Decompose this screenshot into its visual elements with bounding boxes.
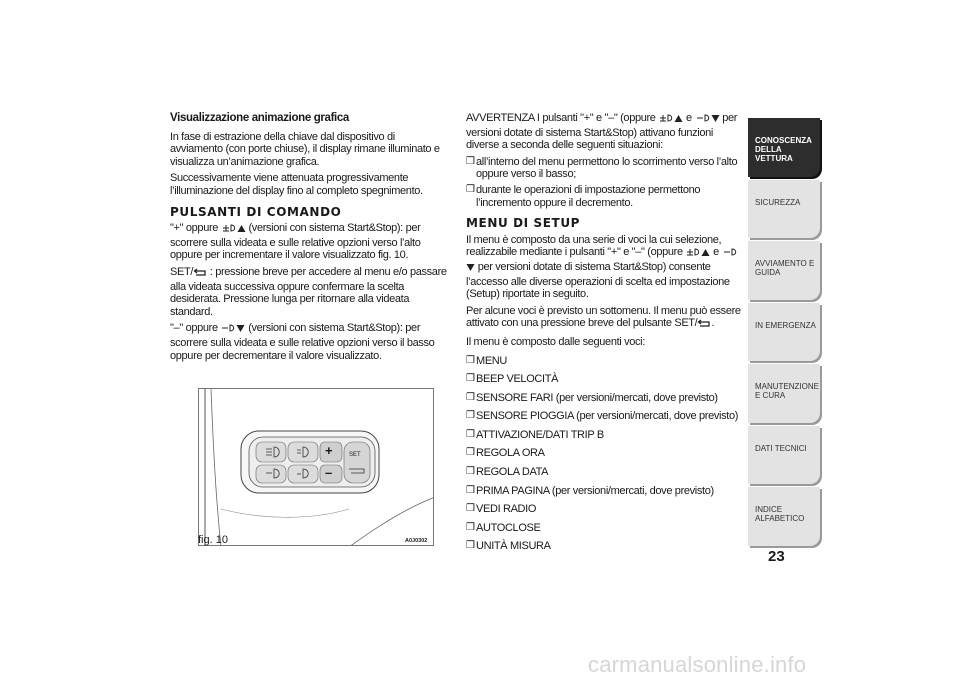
warning-and: e (686, 112, 692, 124)
tab-in-emergenza[interactable]: IN EMERGENZA (748, 303, 820, 362)
arrow-down-icon (466, 263, 475, 276)
bullet-icon: ❒ (466, 354, 475, 366)
section-heading: PULSANTI DI COMANDO (170, 204, 342, 219)
tab-manutenzione-e-cura[interactable]: MANUTENZIONE E CURA (748, 364, 820, 423)
list-item-text: SENSORE PIOGGIA (per versioni/mercati, dove previsto) (476, 410, 739, 423)
list-item (466, 392, 744, 411)
light-plus-icon (685, 247, 701, 261)
control-panel-illustration (199, 389, 434, 546)
return-arrow-icon (697, 319, 711, 332)
intro-and: e (713, 246, 719, 259)
arrow-up-icon (674, 114, 683, 127)
list-item-text: VEDI RADIO (476, 503, 537, 516)
intro-text-b: per versioni dotate di sistema Start&Stop) consente l’accesso alle diverse operazioni di scelta ed impostazione (Setup) riportate in seguito. (466, 260, 730, 301)
plus-button-label: + (325, 443, 333, 458)
submenu-end: . (711, 317, 715, 330)
list-item (466, 373, 744, 392)
bullet-icon: ❒ (466, 428, 475, 440)
paragraph: In fase di estrazione della chiave dal dispositivo di avviamento (con porte chiuse), il display rimane illuminato e visualizza un’animazione grafica. (170, 130, 440, 168)
bullet-icon: ❒ (466, 540, 475, 552)
light-minus-icon (722, 247, 738, 261)
bullet-icon: ❒ (466, 503, 475, 515)
bullet-icon: ❒ (466, 155, 475, 167)
list-item (466, 355, 744, 374)
light-minus-icon (220, 323, 236, 337)
tab-sicurezza[interactable]: SICUREZZA (748, 180, 820, 239)
list-item-text: UNITÀ MISURA (476, 540, 551, 553)
section-subheading: Visualizzazione animazione grafica (170, 112, 349, 124)
plus-button-description (170, 222, 448, 262)
list-item-text: AUTOCLOSE (476, 521, 541, 534)
list-item-text: SENSORE FARI (per versioni/mercati, dove previsto) (476, 391, 718, 404)
intro-text-a: Il menu è composto da una serie di voci la cui selezione, realizzabile mediante i pulsanti "+" e "–" (oppure (466, 233, 722, 259)
submenu-paragraph (466, 305, 744, 332)
list-item (466, 156, 744, 181)
tab-avviamento-e-guida[interactable]: AVVIAMENTO E GUIDA (748, 241, 820, 300)
list-item-text: MENU (476, 354, 507, 367)
warning-text-b: per versioni dotate di sistema Start&Stop) attivano funzioni diverse a seconda delle seguenti situazioni: (466, 112, 738, 152)
submenu-text: Per alcune voci è previsto un sottomenu. Il menu può essere attivato con una pressione breve del pulsante SET/ (466, 304, 741, 330)
list-item (466, 522, 744, 541)
return-arrow-icon (193, 268, 207, 281)
page-number: 23 (768, 548, 785, 565)
list-item (466, 429, 744, 448)
plus-prefix: "+" oppure (170, 222, 219, 235)
section-heading: MENU DI SETUP (466, 216, 581, 231)
warning-text-a: AVVERTENZA I pulsanti "+" e "–" (oppure (466, 112, 656, 124)
set-text: : pressione breve per accedere al menu e/o passare alla videata successiva oppure confermare la scelta desiderata. Pressione lunga per ritornare alla videata standard. (170, 265, 447, 318)
arrow-up-icon (237, 224, 246, 237)
list-item-text: PRIMA PAGINA (per versioni/mercati, dove previsto) (476, 484, 714, 497)
list-item (466, 485, 744, 504)
bullet-icon: ❒ (466, 484, 475, 496)
minus-button-description (170, 322, 448, 362)
list-item (466, 447, 744, 466)
bullet-icon: ❒ (466, 410, 475, 422)
list-item-text: durante le operazioni di impostazione permettono l’incremento oppure il decremento. (476, 183, 701, 209)
light-plus-icon (221, 223, 237, 237)
paragraph: Successivamente viene attenuata progressivamente l’illuminazione del display fino al completo spegnimento. (170, 172, 423, 197)
arrow-up-icon (701, 248, 710, 261)
list-item-text: all’interno del menu permettono lo scorrimento verso l’alto oppure verso il basso; (476, 155, 738, 181)
left-column (170, 112, 448, 366)
minus-text: (versioni con sistema Start&Stop): per scorrere sulla videata e sulle relative opzioni verso il basso oppure per decrementare il valore visualizzato. (170, 322, 435, 362)
tab-dati-tecnici[interactable]: DATI TECNICI (748, 426, 820, 485)
light-minus-icon (695, 113, 711, 127)
bullet-icon: ❒ (466, 183, 475, 195)
menu-list-intro: Il menu è composto dalle seguenti voci: (466, 335, 645, 348)
minus-button-label: – (325, 465, 333, 480)
right-column (466, 112, 744, 559)
menu-intro-paragraph (466, 234, 744, 301)
set-prefix: SET/ (170, 265, 194, 278)
bullet-icon: ❒ (466, 466, 475, 478)
light-plus-icon (658, 113, 674, 127)
tab-conoscenza-della-vettura[interactable]: CONOSCENZA DELLA VETTURA (748, 118, 820, 177)
figure-code: A0J0302 (405, 538, 428, 544)
list-item (466, 184, 744, 209)
bullet-icon: ❒ (466, 521, 475, 533)
chapter-tabs (748, 118, 820, 549)
set-button-description (170, 266, 448, 318)
arrow-down-icon (236, 324, 245, 337)
situations-list (466, 156, 744, 209)
minus-prefix: "–" oppure (170, 322, 218, 335)
bullet-icon: ❒ (466, 447, 475, 459)
list-item (466, 503, 744, 522)
list-item (466, 540, 744, 559)
list-item (466, 410, 744, 429)
list-item-text: REGOLA DATA (476, 466, 549, 479)
bullet-icon: ❒ (466, 391, 475, 403)
tab-indice-alfabetico[interactable]: INDICE ALFABETICO (748, 487, 820, 546)
list-item-text: BEEP VELOCITÀ (476, 373, 559, 386)
warning-paragraph (466, 112, 744, 152)
list-item (466, 466, 744, 485)
set-button-label: SET (349, 452, 361, 458)
bullet-icon: ❒ (466, 373, 475, 385)
list-item-text: ATTIVAZIONE/DATI TRIP B (476, 428, 604, 441)
control-panel-figure (198, 388, 434, 546)
plus-text: (versioni con sistema Start&Stop): per scorrere sulla videata e sulle relative opzioni verso l’alto oppure per incrementare il valore visualizzato fig. 10. (170, 222, 421, 262)
figure-label: fig. 10 (198, 534, 228, 546)
watermark: carmanualsonline.info (588, 652, 807, 677)
setup-menu-list (466, 355, 744, 560)
list-item-text: REGOLA ORA (476, 447, 545, 460)
arrow-down-icon (711, 114, 720, 127)
